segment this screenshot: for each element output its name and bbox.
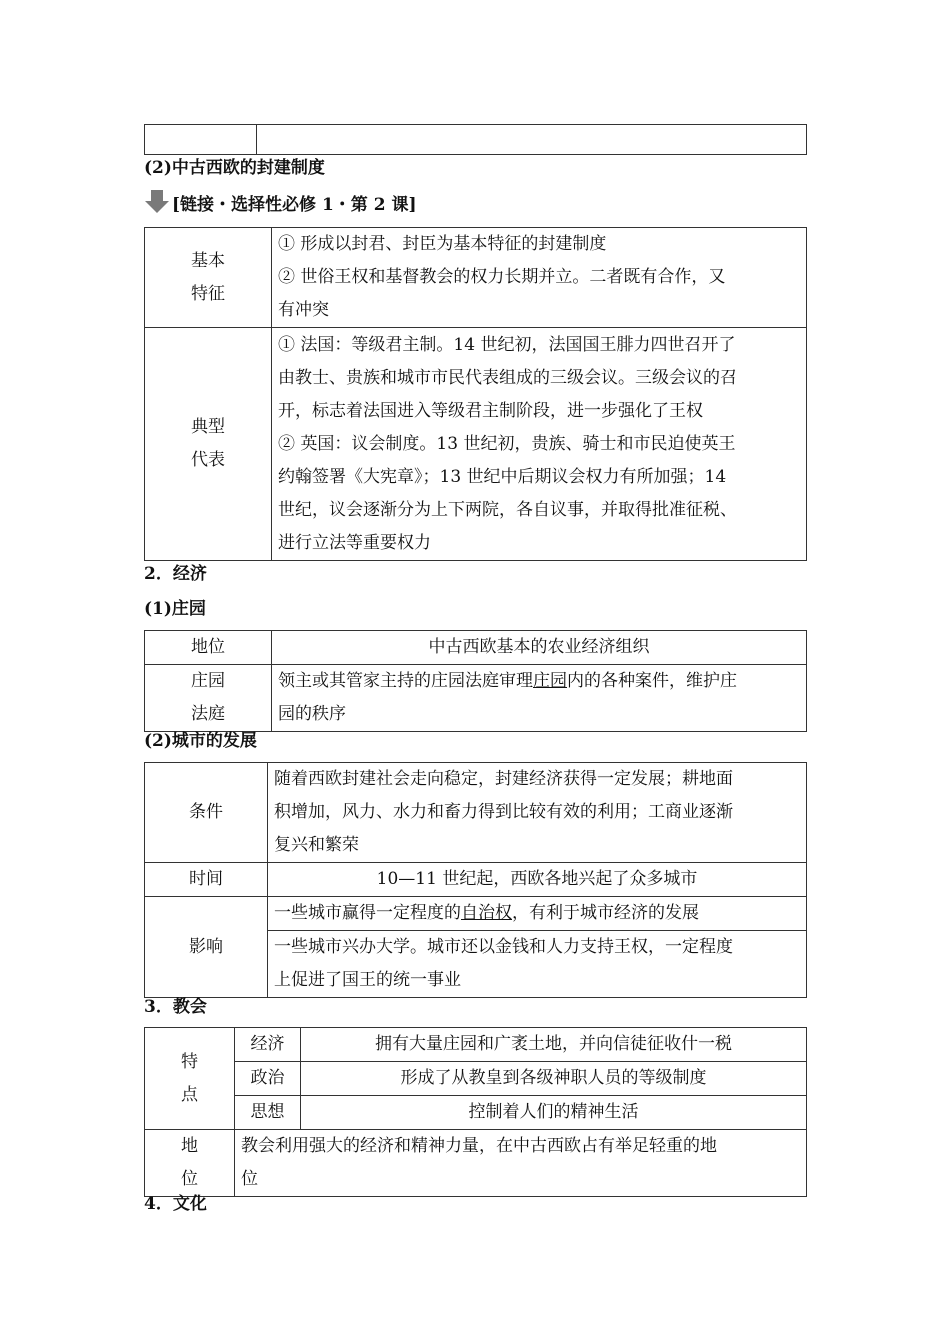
table-row [145,1130,807,1197]
row-content [272,228,807,328]
label-line: 代表 [191,450,225,470]
city-table [144,762,807,998]
row-label [145,228,272,328]
label-line: 特 [181,1051,198,1072]
text-line: 园的秩序 [278,704,346,724]
text-segment: 领主或其管家主持的庄园法庭审理 [278,671,533,691]
text-line: ② 英国：议会制度。13 世纪初，贵族、骑士和市民迫使英王 [278,433,736,454]
text-line: ① 形成以封君、封臣为基本特征的封建制度 [278,234,607,254]
economy-heading: 2．经济 [144,564,207,584]
table-row [145,863,807,897]
empty-cell [257,125,807,155]
top-empty-table [144,124,807,155]
empty-cell [145,125,257,155]
text-line: 教会利用强大的经济和精神力量，在中古西欧占有举足轻重的地 [241,1136,717,1156]
feudal-table [144,227,807,561]
church-heading: 3．教会 [144,997,207,1017]
row-label: 影响 [145,897,268,998]
culture-heading: 4．文化 [144,1194,207,1214]
text-line: 随着西欧封建社会走向稳定，封建经济获得一定发展；耕地面 [274,769,733,789]
feudal-heading: (2)中古西欧的封建制度 [144,158,325,178]
label-line: 特征 [191,283,225,304]
aspect-content: 拥有大量庄园和广袤土地，并向信徒征收什一税 [301,1028,807,1062]
text-segment: 内的各种案件，维护庄 [567,671,737,691]
underlined-term: 自治权 [461,903,512,923]
row-label: 条件 [145,763,268,863]
text-line: 复兴和繁荣 [274,835,359,855]
text-line: 约翰签署《大宪章》；13 世纪中后期议会权力有所加强；14 [278,466,727,487]
aspect-label: 思想 [235,1096,301,1130]
impact-item [268,897,806,931]
aspect-content: 形成了从教皇到各级神职人员的等级制度 [301,1062,807,1096]
label-line: 庄园 [191,671,225,691]
row-label [145,665,272,732]
label-line: 位 [181,1169,198,1189]
text-line: 由教士、贵族和城市市民代表组成的三级会议。三级会议的召 [278,367,737,388]
text-line: 一些城市兴办大学。城市还以金钱和人力支持王权，一定程度 [274,937,733,957]
table-row [145,1096,807,1130]
city-heading: (2)城市的发展 [144,731,257,751]
aspect-content: 控制着人们的精神生活 [301,1096,807,1130]
row-label [145,1028,235,1130]
text-line: 位 [241,1169,258,1189]
table-row [145,665,807,732]
table-row [145,897,807,998]
row-content [235,1130,807,1197]
row-label [145,328,272,561]
row-content: 中古西欧基本的农业经济组织 [272,631,807,665]
label-line: 地 [181,1136,198,1156]
text-segment: ，有利于城市经济的发展 [512,903,699,923]
text-segment: 一些城市赢得一定程度的 [274,903,461,923]
text-line: 上促进了国王的统一事业 [274,970,461,990]
text-line: 开，标志着法国进入等级君主制阶段，进一步强化了王权 [278,400,703,421]
label-line: 基本 [191,250,225,271]
text-line: 积增加，风力、水力和畜力得到比较有效的利用；工商业逐渐 [274,802,733,822]
label-line: 法庭 [191,704,225,724]
church-table [144,1027,807,1197]
row-content [272,665,807,732]
row-label: 地位 [145,631,272,665]
text-line [278,665,800,698]
manor-heading: (1)庄园 [144,599,206,619]
table-row [145,763,807,863]
aspect-label: 政治 [235,1062,301,1096]
manor-table [144,630,807,732]
row-content [268,897,807,998]
label-line: 典型 [191,417,225,437]
row-label: 时间 [145,863,268,897]
text-line: 有冲突 [278,300,329,320]
label-line: 点 [181,1084,198,1105]
row-content [272,328,807,561]
table-row [145,1062,807,1096]
impact-item [268,931,806,997]
text-line: ② 世俗王权和基督教会的权力长期并立。二者既有合作，又 [278,267,726,287]
underlined-term: 庄园 [533,671,567,691]
row-content [268,763,807,863]
row-content: 10—11 世纪起，西欧各地兴起了众多城市 [268,863,807,897]
text-line: ① 法国：等级君主制。14 世纪初，法国国王腓力四世召开了 [278,334,736,355]
table-row [145,228,807,328]
down-arrow-icon [144,190,170,214]
table-row [145,631,807,665]
row-label [145,1130,235,1197]
link-label[interactable]: [链接・选择性必修 1・第 2 课] [172,195,417,215]
table-row [145,1028,807,1062]
text-line: 世纪，议会逐渐分为上下两院，各自议事，并取得批准征税、 [278,499,737,520]
text-line: 进行立法等重要权力 [278,532,431,553]
table-row [145,328,807,561]
aspect-label: 经济 [235,1028,301,1062]
